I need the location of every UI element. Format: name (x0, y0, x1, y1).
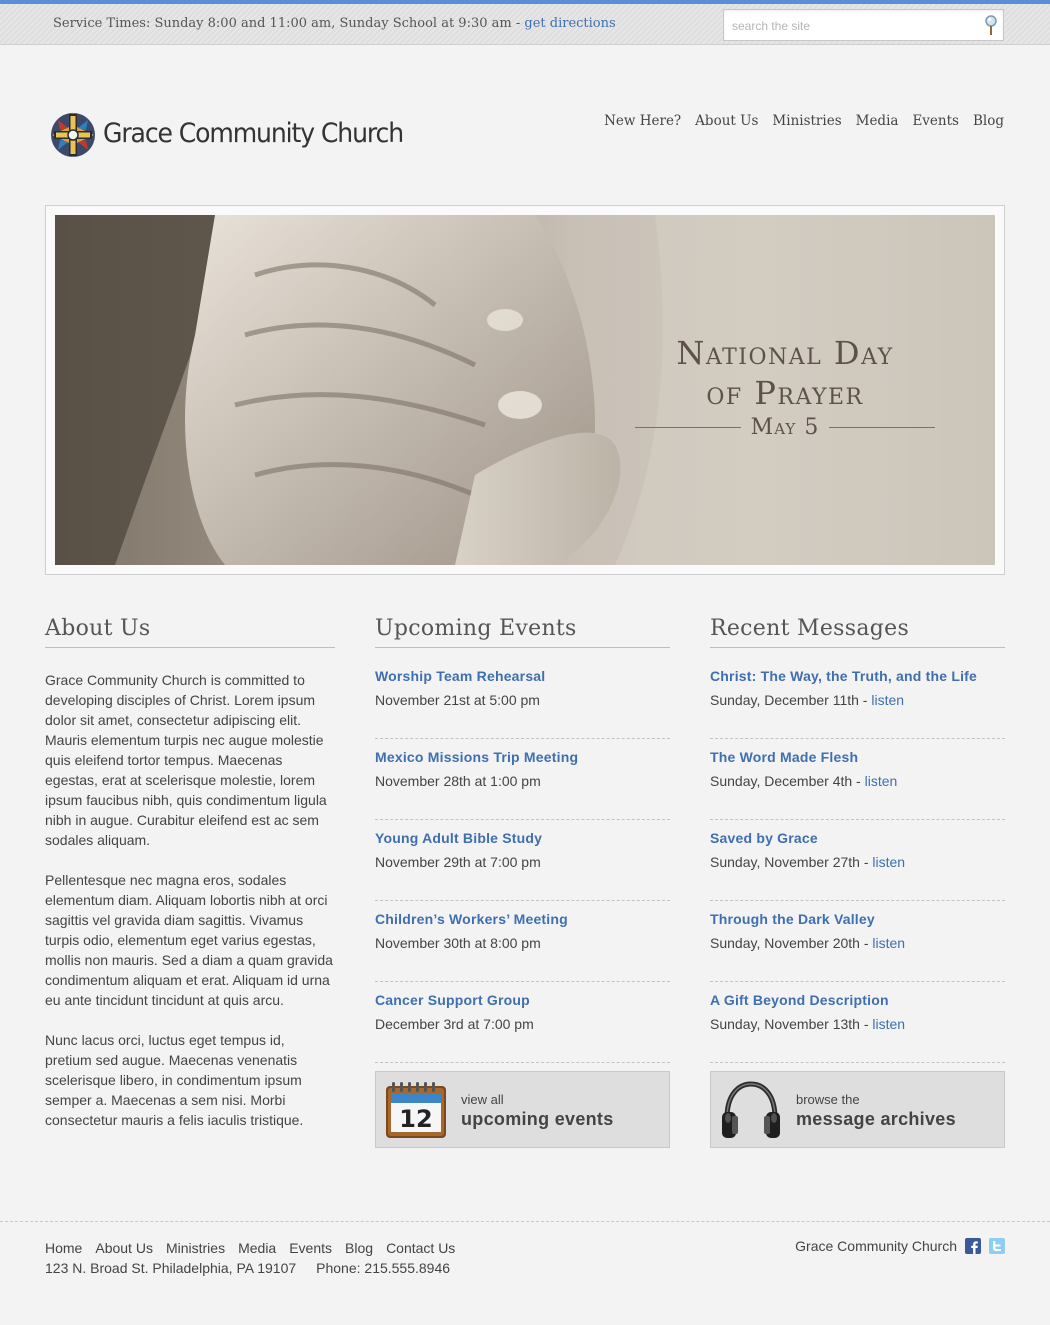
footer-link-events[interactable]: Events (289, 1240, 333, 1256)
footer-address: 123 N. Broad St. Philadelphia, PA 19107 (45, 1260, 297, 1276)
search-box (723, 9, 1004, 41)
footer-divider (0, 1221, 1050, 1222)
cta-big-text: message archives (796, 1109, 956, 1129)
church-name: Grace Community Church (103, 118, 404, 149)
event-item (375, 739, 670, 820)
nav-media[interactable]: Media (855, 113, 899, 129)
footer-church-name: Grace Community Church (795, 1238, 957, 1254)
nav-ministries[interactable]: Ministries (772, 113, 842, 129)
calendar-icon (384, 1080, 448, 1140)
events-section (375, 616, 670, 1063)
about-paragraph: Nunc lacus orci, luctus eget tempus id, pretium sed augue. Maecenas venenatis scelerisque libero, in condimentum ipsum semper a. Maecenas a sem nisi. Morbi consectetur mauris a felis iaculis tristique. (45, 1032, 304, 1128)
event-item (375, 820, 670, 901)
message-date: Sunday, December 11th - listen (710, 692, 905, 708)
message-title-link[interactable]: A Gift Beyond Description (710, 992, 889, 1008)
event-title-link[interactable]: Cancer Support Group (375, 992, 530, 1008)
message-title-link[interactable]: Christ: The Way, the Truth, and the Life (710, 668, 978, 684)
listen-link[interactable]: listen (864, 773, 898, 789)
cta-small-text: view all (461, 1092, 504, 1107)
cta-small-text: browse the (796, 1092, 860, 1107)
events-heading: Upcoming Events (375, 616, 670, 648)
twitter-icon[interactable] (989, 1238, 1005, 1254)
about-paragraph: Pellentesque nec magna eros, sodales elementum diam. Aliquam lobortis nibh at orci sagittis vel gravida diam sagittis. Vivamus turpis odio, elementum eget varius egestas, mollis non mauris. Sed a diam a quam gravida condimentum aliquam et erat. Aliquam id urna eu ante tincidunt tincidunt at quis arcu. (45, 872, 333, 1008)
message-item (710, 901, 1005, 982)
top-bar (0, 0, 1050, 45)
banner-rule-left (635, 427, 741, 428)
footer-link-ministries[interactable]: Ministries (165, 1240, 226, 1256)
event-time: November 29th at 7:00 pm (375, 854, 541, 870)
nav-blog[interactable]: Blog (972, 113, 1004, 129)
message-date: Sunday, November 20th - listen (710, 935, 906, 951)
footer-contact (45, 1260, 450, 1276)
event-item (375, 982, 670, 1063)
listen-link[interactable]: listen (872, 854, 906, 870)
facebook-icon[interactable] (965, 1238, 981, 1254)
site-logo[interactable] (48, 108, 404, 162)
messages-section (710, 616, 1005, 1063)
message-date: Sunday, November 13th - listen (710, 1016, 906, 1032)
message-title-link[interactable]: The Word Made Flesh (710, 749, 859, 765)
event-item (375, 901, 670, 982)
banner-date-row (635, 415, 935, 440)
footer-link-home[interactable]: Home (45, 1240, 83, 1256)
footer-phone: Phone: 215.555.8946 (316, 1260, 451, 1276)
listen-link[interactable]: listen (872, 1016, 906, 1032)
footer-link-about-us[interactable]: About Us (95, 1240, 153, 1256)
event-title-link[interactable]: Young Adult Bible Study (375, 830, 543, 846)
search-input[interactable] (732, 16, 972, 36)
event-time: November 28th at 1:00 pm (375, 773, 541, 789)
banner-rule-right (829, 427, 935, 428)
nav-new-here[interactable]: New Here? (604, 113, 682, 129)
listen-link[interactable]: listen (872, 935, 906, 951)
footer-nav (45, 1240, 455, 1256)
about-paragraph: Grace Community Church is committed to developing disciples of Christ. Lorem ipsum dolor sit amet, consectetur adipiscing elit. Mauris elementum turpis nec augue molestie quis eleifend tortor tempus. Maecenas egestas, erat at scelerisque molestie, lorem ipsum faucibus nibh, quis condimentum ligula nibh in augue. Curabitur eleifend est ac sem sodales aliquam. (45, 672, 327, 848)
headphones-icon (719, 1080, 783, 1140)
search-icon[interactable] (983, 14, 999, 38)
message-item (710, 982, 1005, 1063)
service-times (53, 16, 616, 31)
cta-big-text: upcoming events (461, 1109, 614, 1129)
message-title-link[interactable]: Saved by Grace (710, 830, 818, 846)
banner-date: May 5 (750, 415, 820, 440)
nav-about-us[interactable]: About Us (695, 113, 759, 129)
footer-link-media[interactable]: Media (238, 1240, 277, 1256)
event-title-link[interactable]: Children’s Workers’ Meeting (375, 911, 568, 927)
message-item (710, 658, 1005, 739)
event-item (375, 658, 670, 739)
event-time: November 21st at 5:00 pm (375, 692, 540, 708)
messages-heading: Recent Messages (710, 616, 1005, 648)
calendar-number: 12 (399, 1105, 433, 1133)
nav-events[interactable]: Events (912, 113, 959, 129)
about-section (45, 616, 335, 1150)
message-date: Sunday, November 27th - listen (710, 854, 906, 870)
footer-link-contact-us[interactable]: Contact Us (386, 1240, 456, 1256)
event-title-link[interactable]: Worship Team Rehearsal (375, 668, 546, 684)
hero-banner[interactable] (55, 215, 995, 565)
stained-glass-cross-icon (48, 108, 98, 162)
service-times-text: Service Times: Sunday 8:00 and 11:00 am, Sunday School at 9:30 am - (53, 16, 525, 31)
footer-social (795, 1238, 1005, 1254)
footer-link-blog[interactable]: Blog (345, 1240, 374, 1256)
message-item (710, 820, 1005, 901)
main-nav (604, 113, 1004, 129)
get-directions-link[interactable]: get directions (524, 16, 616, 31)
banner-caption (635, 333, 935, 440)
message-item (710, 739, 1005, 820)
banner-frame (45, 205, 1005, 575)
event-time: December 3rd at 7:00 pm (375, 1016, 534, 1032)
listen-link[interactable]: listen (871, 692, 905, 708)
banner-title-line1: National Day (676, 334, 894, 372)
banner-title-line2: of Prayer (706, 374, 864, 412)
message-archives-button[interactable] (710, 1071, 1005, 1148)
view-all-events-button[interactable] (375, 1071, 670, 1148)
event-time: November 30th at 8:00 pm (375, 935, 541, 951)
message-title-link[interactable]: Through the Dark Valley (710, 911, 875, 927)
about-heading: About Us (45, 616, 335, 648)
message-date: Sunday, December 4th - listen (710, 773, 898, 789)
event-title-link[interactable]: Mexico Missions Trip Meeting (375, 749, 579, 765)
